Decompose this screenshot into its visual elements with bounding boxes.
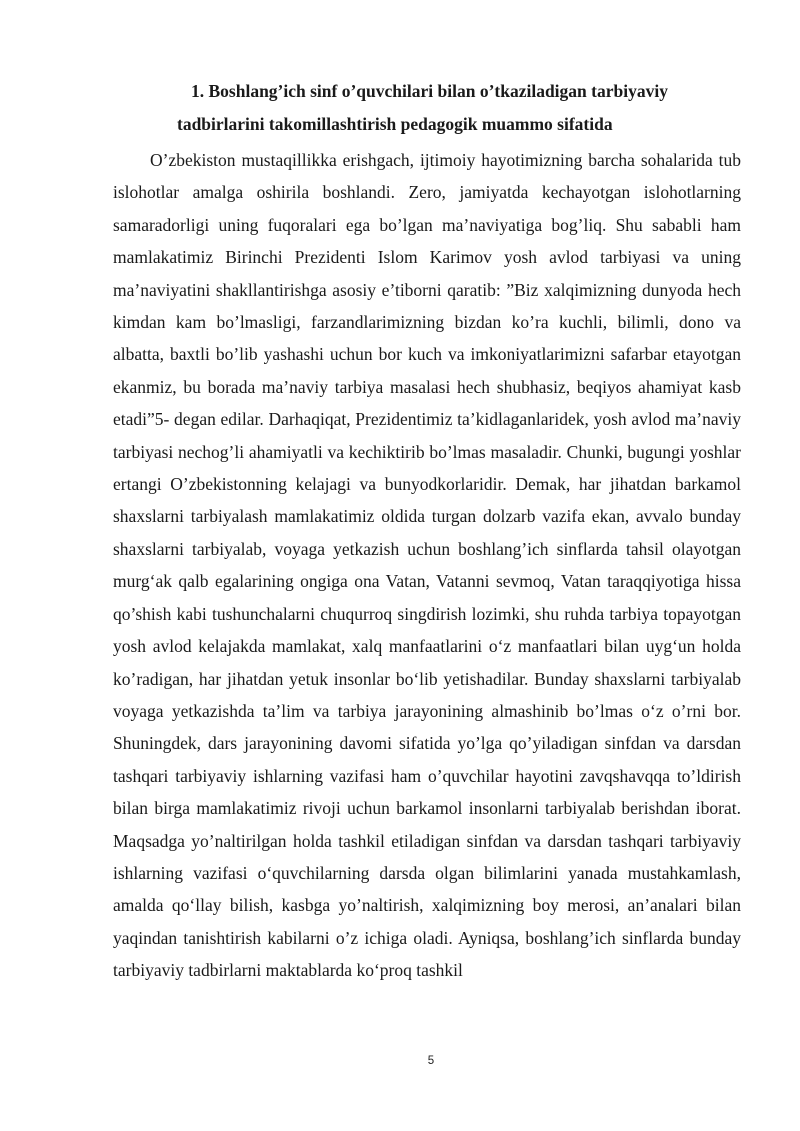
page-number: 5 (427, 1055, 435, 1067)
section-heading-line-2: tadbirlarini takomillashtirish pedagogik muammo sifatida (177, 114, 613, 134)
section-heading-line-1: 1. Boshlang’ich sinf o’quvchilari bilan o’tkaziladigan tarbiyaviy (191, 81, 668, 101)
body-paragraph: O’zbekiston mustaqillikka erishgach, ijtimoiy hayotimizning barcha sohalarida tub islohotlar amalga oshirila boshlandi. Zero, jamiyatda kechayotgan islohotlarning samaradorligi uning fuqoralari ega bo’lgan ma’naviyatiga bog’liq. Shu sababli ham mamlakatimiz Birinchi Prezidenti Islom Karimov yosh avlod tarbiyasi va uning ma’naviyatini shakllantirishga asosiy e’tiborni qaratib: ”Biz xalqimizning dunyoda hech kimdan kam bo’lmasligi, farzandlarimizning bizdan ko’ra kuchli, bilimli, dono va albatta, baxtli bo’lib yashashi uchun bor kuch va imkoniyatlarimizni safarbar etayotgan ekanmiz, bu borada ma’naviy tarbiya masalasi hech shubhasiz, beqiyos ahamiyat kasb etadi”5- degan edilar. Darhaqiqat, Prezidentimiz ta’kidlaganlaridek, yosh avlod ma’naviy tarbiyasi nechog’li ahamiyatli va kechiktirib bo’lmas masaladir. Chunki, bugungi yoshlar ertangi O’zbekistonning kelajagi va bunyodkorlaridir. Demak, har jihatdan barkamol shaxslarni tarbiyalash mamlakatimiz oldida turgan dolzarb vazifa ekan, avvalo bunday shaxslarni tarbiyalab, voyaga yetkazish uchun boshlang’ich sinflarda tahsil olayotgan murg‘ak qalb egalarining ongiga ona Vatan, Vatanni sevmoq, Vatan taraqqiyotiga hissa qo’shish kabi tushunchalarni chuqurroq singdirish lozimki, shu ruhda tarbiya topayotgan yosh avlod kelajakda mamlakat, xalq manfaatlarini o‘z manfaatlari bilan uyg‘un holda ko’radigan, har jihatdan yetuk insonlar bo‘lib yetishadilar. Bunday shaxslarni tarbiyalab voyaga yetkazishda ta’lim va tarbiya jarayonining almashinib bo’lmas o‘z o’rni bor. Shuningdek, dars jarayonining davomi sifatida yo’lga qo’yiladigan sinfdan va darsdan tashqari tarbiyaviy ishlarning vazifasi ham o’quvchilar hayotini zavqshavqqa to’ldirish bilan birga mamlakatimiz rivoji uchun barkamol insonlarni tarbiyalab berishdan iborat. Maqsadga yo’naltirilgan holda tashkil etiladigan sinfdan va darsdan tashqari tarbiyaviy ishlarning vazifasi o‘quvchilarning darsda olgan bilimlarini yanada mustahkamlash, amalda qo‘llay bilish, kasbga yo’naltirish, xalqimizning boy merosi, an’analari bilan yaqindan tanishtirish kabilarni o’z ichiga oladi. Ayniqsa, boshlang’ich sinflarda bunday tarbiyaviy tadbirlarni maktablarda ko‘proq tashkil (113, 150, 741, 981)
